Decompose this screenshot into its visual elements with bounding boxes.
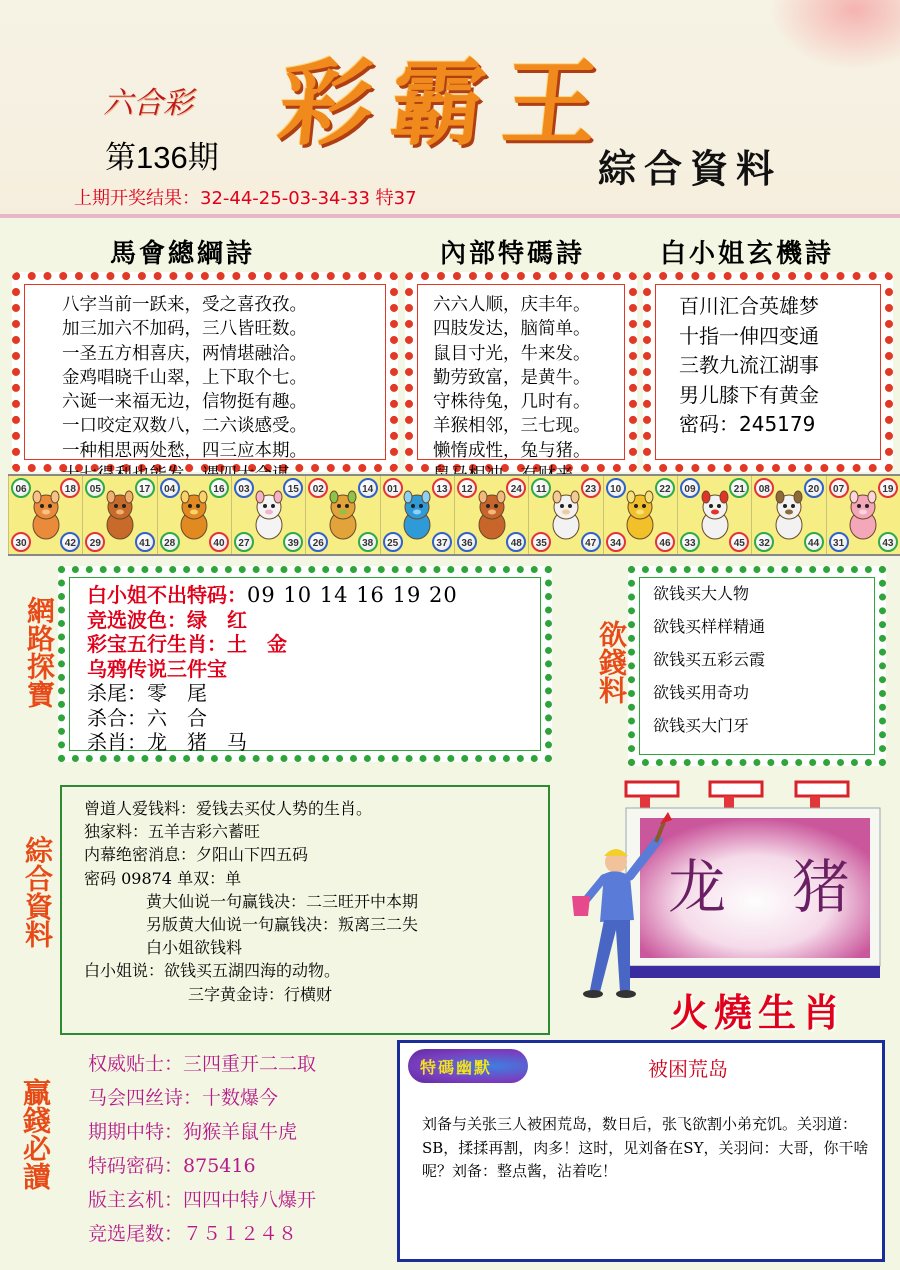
comprehensive-rows xyxy=(84,797,418,1006)
number-ball: 36 xyxy=(457,532,477,552)
network-row: 杀合：六 合 xyxy=(87,705,207,730)
zodiac-cell-tiger xyxy=(157,476,231,554)
poem-line: 守株待兔，几时有。 xyxy=(433,392,591,413)
rooster-icon xyxy=(693,489,737,541)
number-ball: 44 xyxy=(804,532,824,552)
poem-line: 羊猴相邻，三七现。 xyxy=(433,416,591,437)
want-money-item: 欲钱买五彩云霞 xyxy=(653,650,766,669)
baixiaojie-poem-lines xyxy=(679,292,819,440)
poem-line: 一圣五方相喜庆，两情堪融洽。 xyxy=(62,343,307,364)
number-ball: 32 xyxy=(754,532,774,552)
number-ball: 16 xyxy=(209,478,229,498)
poem-line: 六诞一来福无边，信物挺有趣。 xyxy=(62,392,307,413)
zodiac-cell-monkey xyxy=(603,476,677,554)
poem-line: 男儿膝下有黄金 xyxy=(679,382,819,407)
must-read-row: 竞选尾数：７５１２４８ xyxy=(88,1223,298,1245)
horse-icon xyxy=(470,489,514,541)
zodiac-cell-dog xyxy=(751,476,825,554)
comprehensive-row: 独家料：五羊吉彩六蓄旺 xyxy=(84,822,261,842)
number-ball: 43 xyxy=(878,532,898,552)
ox-icon xyxy=(98,489,142,541)
poem-line: 十指一伸四变通 xyxy=(679,323,819,348)
number-ball: 17 xyxy=(135,478,155,498)
number-ball: 12 xyxy=(457,478,477,498)
poem-line: 金鸡唱晓千山翠，上下取个七。 xyxy=(62,367,307,388)
brand-title: 彩霸王 xyxy=(273,49,621,159)
header-divider xyxy=(0,214,900,218)
must-read-row: 马会四丝诗：十数爆今 xyxy=(88,1087,279,1109)
must-read-row: 权威贴士：三四重开二二取 xyxy=(88,1053,317,1075)
zodiac-cell-dragon xyxy=(305,476,379,554)
number-ball: 02 xyxy=(308,478,328,498)
network-row: 杀尾：零 尾 xyxy=(87,681,207,705)
number-ball: 41 xyxy=(135,532,155,552)
number-ball: 18 xyxy=(60,478,80,498)
comprehensive-row: 曾道人爱钱料：爱钱去买仗人势的生肖。 xyxy=(84,799,373,818)
number-ball: 06 xyxy=(11,478,31,498)
poem-line: 八字当前一跃来，受之喜孜孜。 xyxy=(62,295,307,315)
number-ball: 31 xyxy=(829,532,849,552)
baixiaojie-poem-box xyxy=(643,272,893,472)
corner-glow xyxy=(770,0,900,70)
number-ball: 38 xyxy=(358,532,378,552)
number-ball: 08 xyxy=(754,478,774,498)
number-ball: 03 xyxy=(234,478,254,498)
zodiac-cell-rat xyxy=(8,476,82,554)
joke-box xyxy=(397,1040,885,1262)
poem-title-mahui: 馬會總綱詩 xyxy=(110,239,256,269)
number-ball: 14 xyxy=(358,478,378,498)
poem-line: 加三加六不加码，三八皆旺数。 xyxy=(62,319,307,340)
number-ball: 10 xyxy=(606,478,626,498)
number-ball: 28 xyxy=(160,532,180,552)
must-read-row: 版主玄机：四四中特八爆开 xyxy=(88,1189,317,1211)
number-ball: 24 xyxy=(506,478,526,498)
network-side-label xyxy=(20,596,56,718)
poem-line: 鼠目寸光，牛来发。 xyxy=(433,343,591,364)
comprehensive-row: 黄大仙说一句赢钱决：二三旺开中本期 xyxy=(146,891,419,911)
number-ball: 30 xyxy=(11,532,31,552)
number-ball: 34 xyxy=(606,532,626,552)
number-ball: 01 xyxy=(383,478,403,498)
number-ball: 35 xyxy=(531,532,551,552)
poem-line: 勤劳致富，是黄牛。 xyxy=(433,367,591,388)
poem-title-neibu: 內部特碼詩 xyxy=(440,239,586,269)
lottery-name: 六合彩 xyxy=(103,86,193,121)
issue-number: 第136期 xyxy=(105,140,219,175)
want-money-item: 欲钱买样样精通 xyxy=(653,617,766,636)
number-ball: 20 xyxy=(804,478,824,498)
comprehensive-row: 内幕绝密消息：夕阳山下四五码 xyxy=(84,845,309,865)
network-row: 杀肖：龙 猪 马 xyxy=(87,730,247,754)
poem-line: 百川汇合英雄梦 xyxy=(679,294,819,318)
dragon-icon xyxy=(321,489,365,541)
goat-icon xyxy=(544,489,588,541)
last-result: 上期开奖结果：32-44-25-03-34-33 特37 xyxy=(74,188,417,209)
poem-line: 懒惰成性，兔与猪。 xyxy=(433,440,591,461)
zodiac-cell-horse xyxy=(454,476,528,554)
network-row: 竞选波色：绿 红 xyxy=(87,607,247,632)
number-ball: 04 xyxy=(160,478,180,498)
want-money-side-label: 欲錢料 xyxy=(595,620,628,704)
joke-badge-text: 特碼幽默 xyxy=(420,1058,493,1077)
rat-icon xyxy=(24,489,68,541)
number-ball: 47 xyxy=(581,532,601,552)
want-money-box xyxy=(628,566,886,766)
must-read-row: 期期中特：狗猴羊鼠牛虎 xyxy=(88,1121,298,1143)
comprehensive-side-label: 綜合資料 xyxy=(21,836,54,948)
number-ball: 37 xyxy=(432,532,452,552)
zodiac-cell-ox xyxy=(82,476,156,554)
network-rows xyxy=(87,583,458,755)
number-ball: 13 xyxy=(432,478,452,498)
zodiac-cell-rabbit xyxy=(231,476,305,554)
network-row: 乌鸦传说三件宝 xyxy=(87,656,227,681)
number-ball: 27 xyxy=(234,532,254,552)
number-ball: 15 xyxy=(283,478,303,498)
side-label-text: 網路探寶 xyxy=(23,596,56,708)
number-ball: 07 xyxy=(829,478,849,498)
joke-badge xyxy=(408,1049,528,1083)
number-ball: 39 xyxy=(283,532,303,552)
snake-icon xyxy=(395,489,439,541)
pig-icon xyxy=(841,489,885,541)
comprehensive-row: 白小姐说：欲钱买五湖四海的动物。 xyxy=(84,961,341,981)
neibu-poem-lines xyxy=(433,293,591,487)
tiger-icon xyxy=(172,489,216,541)
zodiac-cell-snake xyxy=(380,476,454,554)
board-text: 龙 猪 xyxy=(668,853,855,921)
number-ball: 42 xyxy=(60,532,80,552)
painter-caption: 火燒生肖 xyxy=(670,990,847,1035)
number-ball: 40 xyxy=(209,532,229,552)
monkey-icon xyxy=(618,489,662,541)
number-ball: 26 xyxy=(308,532,328,552)
number-ball: 21 xyxy=(729,478,749,498)
want-money-item: 欲钱买大门牙 xyxy=(653,716,750,735)
want-money-list xyxy=(653,577,765,742)
number-ball: 33 xyxy=(680,532,700,552)
number-ball: 05 xyxy=(85,478,105,498)
number-ball: 45 xyxy=(729,532,749,552)
poem-line: 密码：245179 xyxy=(679,412,816,436)
must-read-list xyxy=(88,1047,316,1251)
poem-line: 一种相思两处愁，四三应本期。 xyxy=(62,440,307,461)
mahui-poem-box xyxy=(12,272,398,472)
zodiac-cell-rooster xyxy=(677,476,751,554)
network-row: 白小姐不出特码：09 10 14 16 19 20 xyxy=(87,583,458,607)
comprehensive-row: 另版黄大仙说一句赢钱决：叛离三二失 xyxy=(146,915,419,935)
comprehensive-row: 密码 09874 单双：单 xyxy=(84,868,242,888)
number-ball: 48 xyxy=(506,532,526,552)
number-ball: 29 xyxy=(85,532,105,552)
number-ball: 22 xyxy=(655,478,675,498)
network-row: 彩宝五行生肖：土 金 xyxy=(87,632,287,656)
poem-line: 六六人顺，庆丰年。 xyxy=(433,295,591,315)
subtitle: 綜合資料 xyxy=(598,146,783,191)
poem-line: 三教九流江湖事 xyxy=(679,353,819,377)
mahui-poem-lines xyxy=(62,293,307,487)
number-ball: 11 xyxy=(531,478,551,498)
number-ball: 09 xyxy=(680,478,700,498)
dog-icon xyxy=(767,489,811,541)
comprehensive-row: 白小姐欲钱料 xyxy=(146,938,243,958)
number-ball: 46 xyxy=(655,532,675,552)
poem-line: 一口咬定双数八，二六谈感受。 xyxy=(62,416,307,437)
rabbit-icon xyxy=(247,489,291,541)
zodiac-cell-pig xyxy=(826,476,900,554)
joke-text: 刘备与关张三人被困荒岛，数日后，张飞欲割小弟充饥。关羽道：SB，揉揉再割，肉多！这时，见刘备在SY，关羽问：大哥，你干啥呢？刘备：整点酱，沾着吃！ xyxy=(422,1115,869,1180)
comprehensive-box xyxy=(60,785,550,1035)
poem-line: 四肢发达，脑简单。 xyxy=(433,319,591,340)
zodiac-strip xyxy=(8,474,900,556)
number-ball: 25 xyxy=(383,532,403,552)
must-read-side-label: 贏錢必讀 xyxy=(19,1078,52,1190)
poem-title-baixiaojie: 白小姐玄機詩 xyxy=(660,239,835,269)
must-read-row: 特码密码：875416 xyxy=(88,1155,256,1177)
zodiac-cell-goat xyxy=(528,476,602,554)
painter-illustration xyxy=(560,770,890,1035)
number-ball: 23 xyxy=(581,478,601,498)
number-ball: 19 xyxy=(878,478,898,498)
comprehensive-row: 三字黄金诗：行横财 xyxy=(188,984,333,1004)
want-money-item: 欲钱买大人物 xyxy=(653,584,750,603)
network-box xyxy=(58,566,552,762)
neibu-poem-box xyxy=(405,272,637,472)
want-money-item: 欲钱买用奇功 xyxy=(653,683,750,702)
joke-title: 被困荒岛 xyxy=(648,1057,728,1081)
